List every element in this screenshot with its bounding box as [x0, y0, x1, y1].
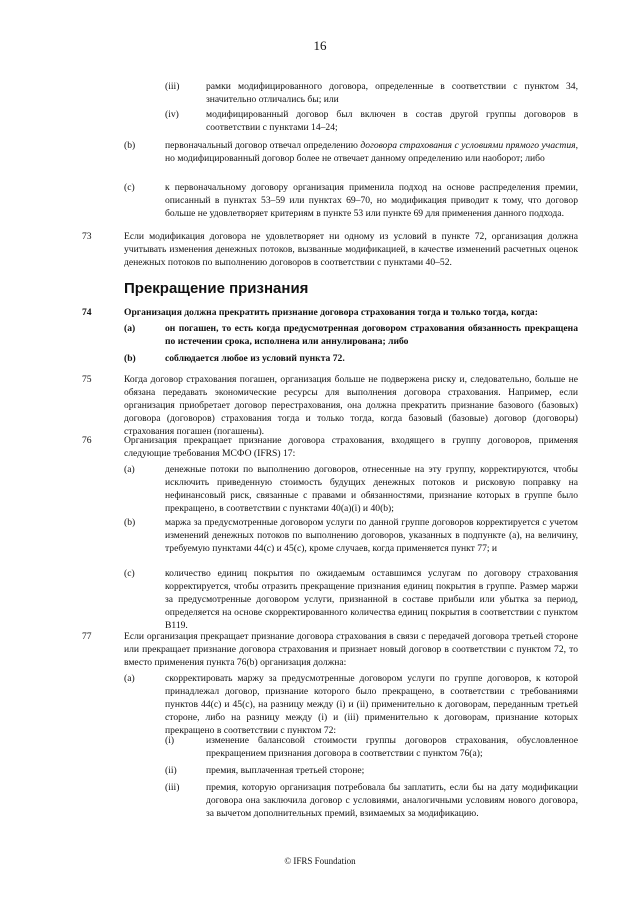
- item-text: рамки модифицированного договора, определенные в соответствии с пунктом 34, значительно отличались бы; или: [206, 81, 578, 105]
- item-label: (c): [124, 182, 135, 193]
- item-text: модифицированный договор был включен в состав другой группы договоров в соответствии с пунктами 14–24;: [206, 109, 578, 133]
- item-label: (a): [124, 323, 136, 334]
- item-label: (iv): [165, 109, 179, 120]
- item-text: он погашен, то есть когда предусмотренная договором страхования обязанность прекращена по истечении срока, исполнена или аннулирована; либо: [165, 323, 578, 347]
- item-label: (iii): [165, 782, 180, 793]
- item-label: (ii): [165, 765, 177, 776]
- paragraph-number: 73: [82, 231, 92, 242]
- item-text: премия, выплаченная третьей стороне;: [206, 765, 365, 776]
- defined-term: договора страхования с условиями прямого участия: [360, 140, 576, 151]
- paragraph-text: Организация должна прекратить признание договора страхования тогда и только тогда, когда:: [124, 307, 538, 318]
- section-heading: Прекращение признания: [124, 280, 309, 297]
- item-text: к первоначальному договору организация применила подход на основе распределения премии, описанный в пунктах 53–59 или пунктах 69–70, но модификация приводит к тому, что договор больше не удовлетворяет критериям в пункте 53 или пункте 69 для применения данного подхода.: [165, 182, 578, 219]
- item-text: маржа за предусмотренные договором услуги по данной группе договоров корректируется с учетом изменений денежных потоков по выполнению договоров, указанных в подпункте (a), на величину, требуемую пунктами 44(c) и 45(c), кроме случаев, когда применяется пункт 77; и: [165, 517, 578, 554]
- paragraph-number: 76: [82, 435, 92, 446]
- item-label: (b): [124, 140, 136, 151]
- item-text: [165, 139, 578, 165]
- item-text: соблюдается любое из условий пункта 72.: [165, 353, 345, 364]
- footer-copyright: © IFRS Foundation: [284, 856, 356, 866]
- item-label: (b): [124, 517, 136, 528]
- item-label: (c): [124, 568, 135, 579]
- item-label: (a): [124, 673, 135, 684]
- item-label: (i): [165, 735, 175, 746]
- paragraph-number: 74: [82, 307, 92, 318]
- paragraph-text: Организация прекращает признание договора страхования, входящего в группу договоров, применяя следующие требования МСФО (IFRS) 17:: [124, 435, 578, 459]
- item-text: изменение балансовой стоимости группы договоров страхования, обусловленное прекращением признания договора в соответствии с пунктом 76(a);: [206, 735, 578, 759]
- item-text: скорректировать маржу за предусмотренные договором услуги по группе договоров, к которой принадлежал договор, признание которого было прекращено, в соответствии с требованиями пунктов 44(c) и 45(c), на разницу между (i) и (ii) применительно к договорам, переданным третьей стороне, либо на разницу между (i) и (iii) применительно к договорам, признание которых прекращено в соответствии с пунктом 72:: [165, 673, 578, 736]
- item-label: (iii): [165, 81, 180, 92]
- item-text: денежные потоки по выполнению договоров, отнесенные на эту группу, корректируются, чтобы исключить приведенную стоимость будущих денежных потоков и рисковую поправку на нефинансовый риск, связанные с правами и обязанностями, признание которых в группе было прекращено, в соответствии с пунктами 40(a)(i) и 40(b);: [165, 464, 578, 514]
- paragraph-number: 77: [82, 631, 92, 642]
- item-text-part: первоначальный договор отвечал определению: [165, 140, 361, 151]
- item-text: количество единиц покрытия по ожидаемым оставшимся услугам по договору страхования корректируется, чтобы отразить прекращение признания единиц покрытия в группе. Размер маржи за предусмотренные договором услуги, признанной в составе прибыли или убытка за период, определяется на основе скорректированного количества единиц покрытия в соответствии с пунктом B119.: [165, 568, 578, 631]
- paragraph-text: Если модификация договора не удовлетворяет ни одному из условий в пункте 72, организация должна учитывать изменения денежных потоков, вызванные модификацией, в качестве изменений расчетных оценок денежных потоков по выполнению договоров в соответствии с пунктами 40–52.: [124, 231, 578, 268]
- page-number: 16: [313, 38, 327, 53]
- paragraph-text: Когда договор страхования погашен, организация больше не подвержена риску и, следовательно, больше не обязана передавать экономические ресурсы для выполнения договора страхования. Например, если организация приобретает договор перестрахования, она должна прекратить признание базового (базовых) договора (договоров) страхования тогда и только тогда, когда базовый (базовые) договор (договоры) страхования погашен (погашены).: [124, 374, 578, 437]
- item-text: премия, которую организация потребовала бы заплатить, если бы на дату модификации договора она заключила договор с условиями, аналогичными условиям нового договора, за вычетом дополнительных премий, взимаемых за модификацию.: [206, 782, 578, 819]
- paragraph-text: Если организация прекращает признание договора страхования в связи с передачей договора третьей стороне или прекращает признание договора страхования и признает новый договор в соответствии с пунктом 72, то вместо применения пункта 76(b) организация должна:: [124, 631, 578, 668]
- item-label: (b): [124, 353, 136, 364]
- paragraph-number: 75: [82, 374, 92, 385]
- item-text-part: , но модифицированный договор более не отвечает данному определению или наоборот; либо: [165, 140, 578, 164]
- item-label: (a): [124, 464, 135, 475]
